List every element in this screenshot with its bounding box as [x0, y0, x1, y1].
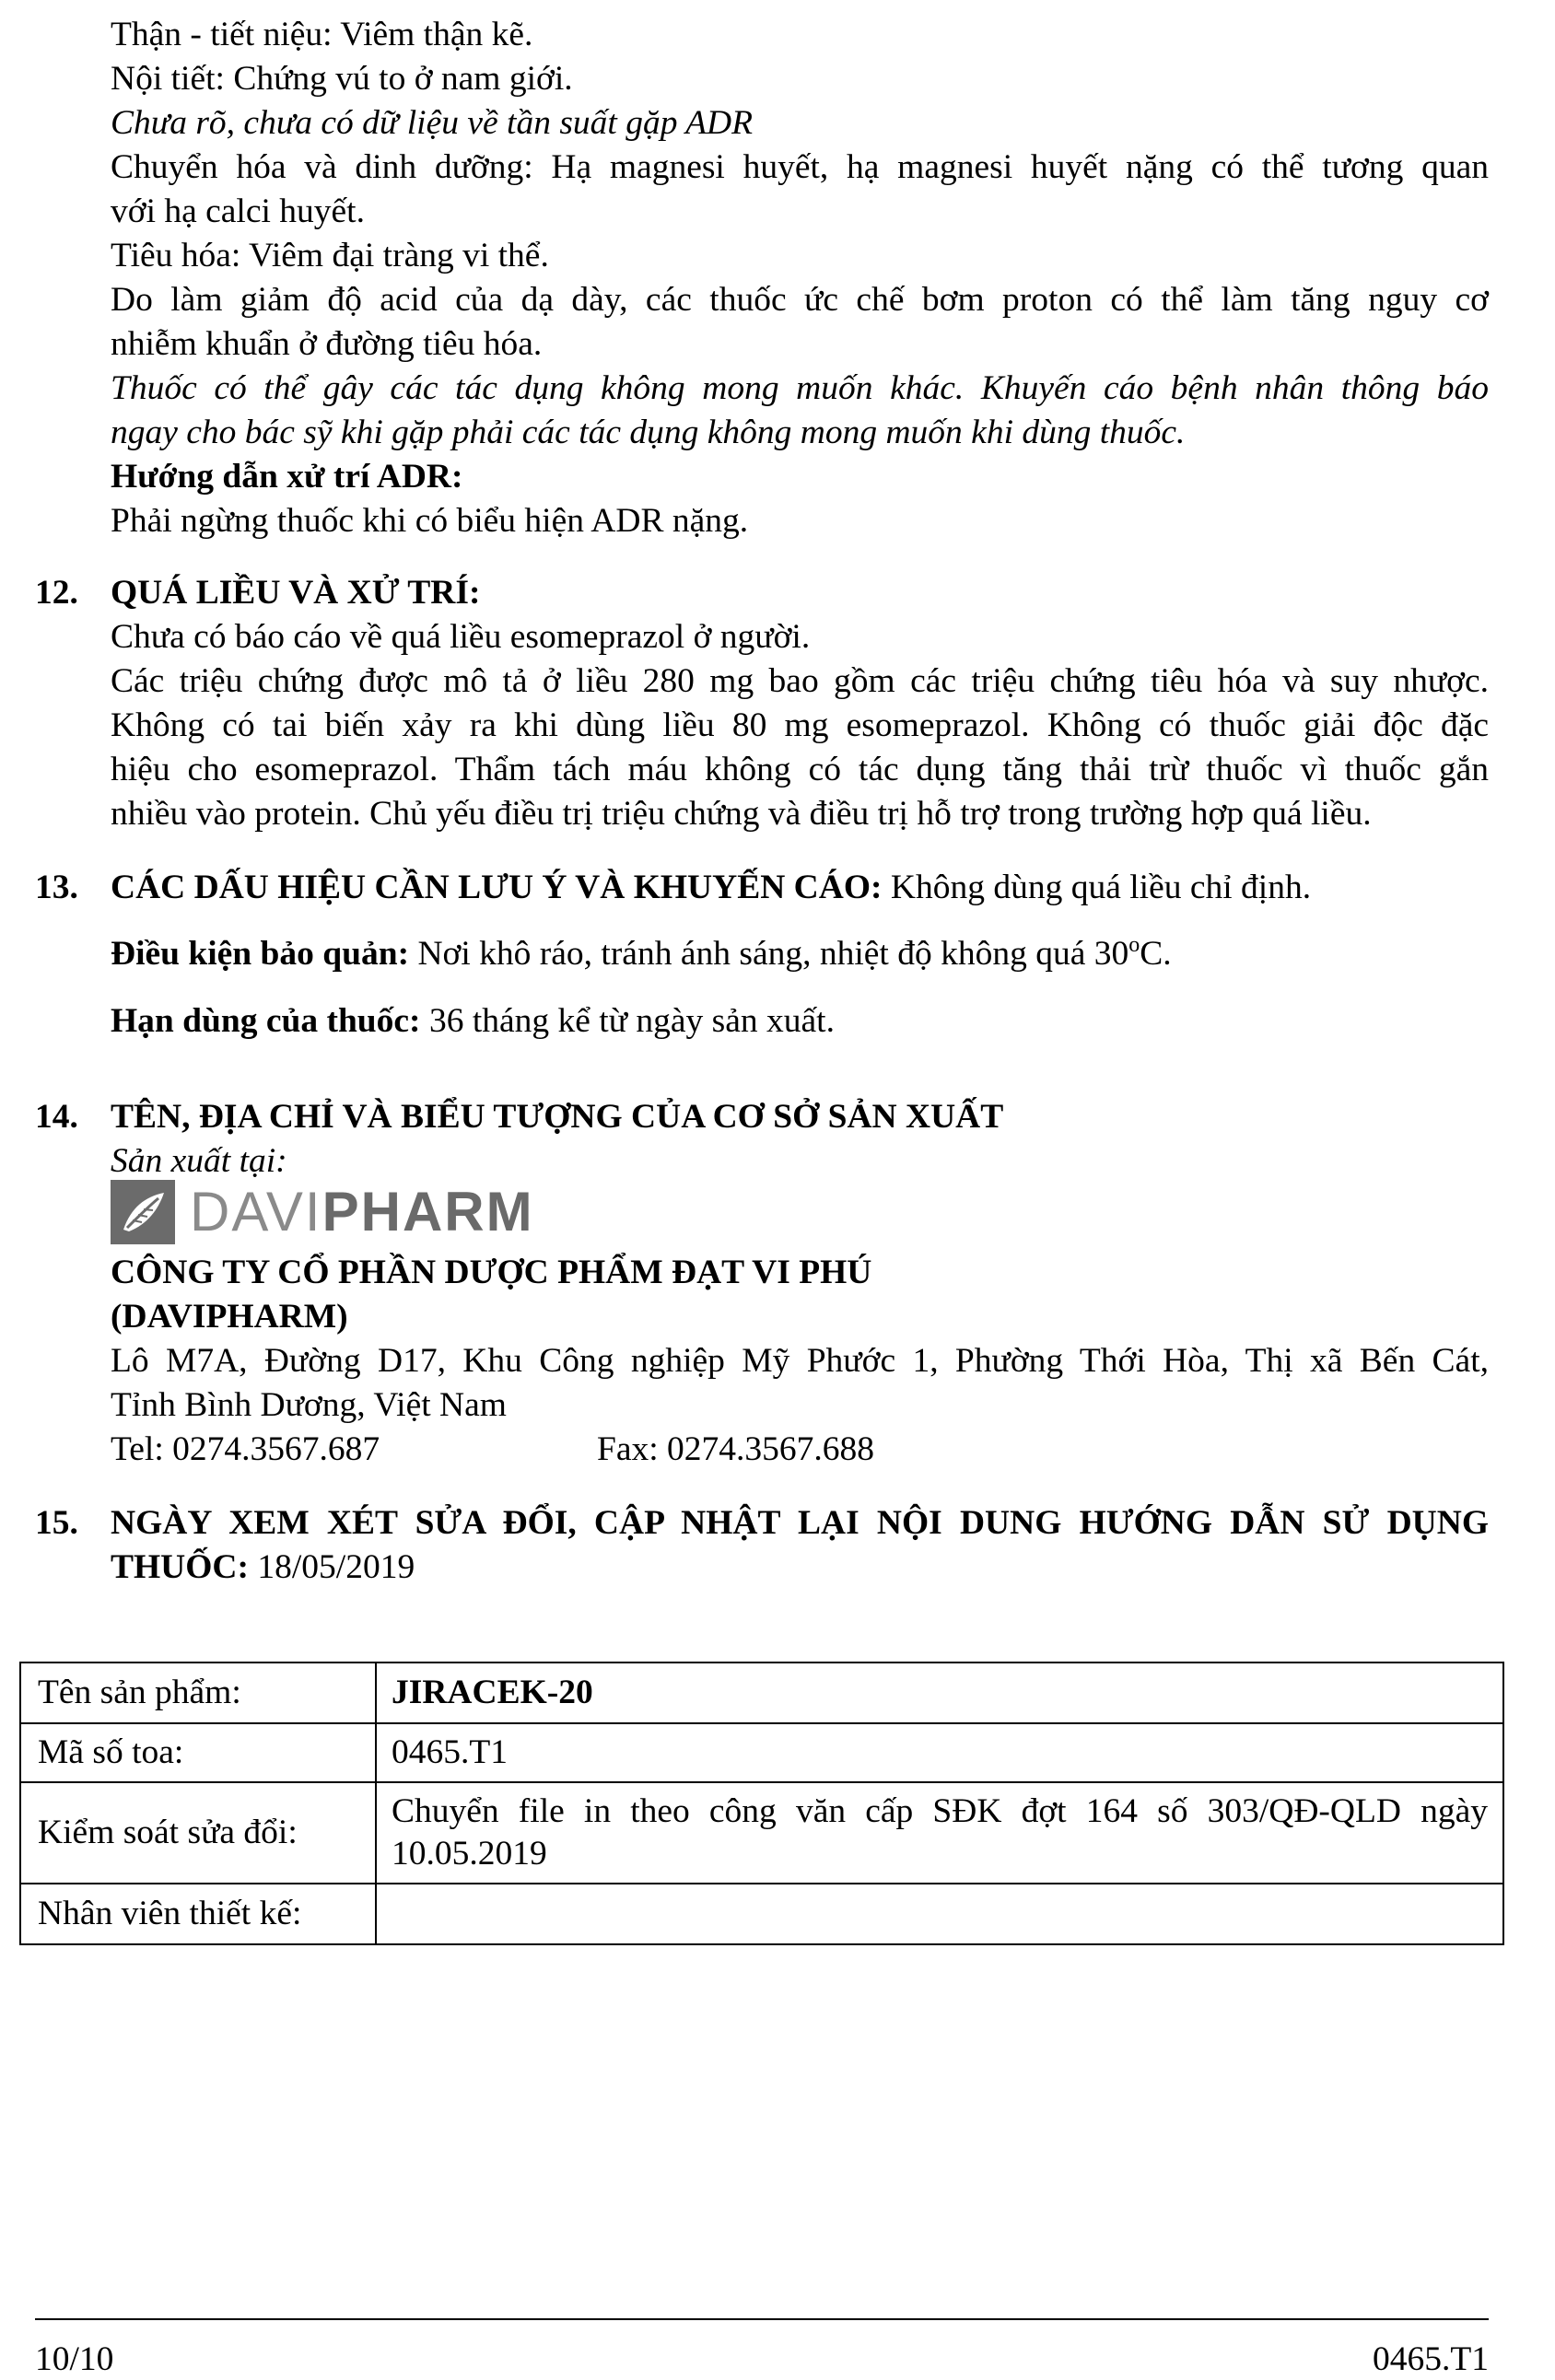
table-cell-label: Tên sản phẩm: [20, 1662, 376, 1723]
davipharm-leaf-icon [111, 1180, 175, 1244]
product-info-table [19, 1662, 1504, 1945]
section-12 [111, 571, 1489, 836]
section-number: 12. [35, 574, 78, 612]
text-line: Tiêu hóa: Viêm đại tràng vi thể. [111, 237, 549, 274]
shelf-life-label: Hạn dùng của thuốc: [111, 1002, 421, 1040]
address-line: Lô M7A, Đường D17, Khu Công nghiệp Mỹ Phước 1, Phường Thới Hòa, Thị xã Bến Cát, [111, 1342, 1489, 1380]
text-line: Thuốc có thể gây các tác dụng không mong muốn khác. Khuyến cáo bệnh nhân thông báo [111, 369, 1489, 407]
storage-text: Nơi khô ráo, tránh ánh sáng, nhiệt độ không quá 30 [409, 935, 1129, 973]
text-line: Thận - tiết niệu: Viêm thận kẽ. [111, 16, 533, 53]
section-text: Không dùng quá liều chỉ định. [882, 869, 1312, 906]
section-number: 13. [35, 869, 78, 906]
text-line [111, 866, 1489, 910]
table-row [20, 1723, 1503, 1782]
designer-value [376, 1884, 1503, 1944]
section-title-cont: THUỐC: [111, 1548, 249, 1586]
text-line [111, 1546, 1489, 1590]
table-cell-label: Mã số toa: [20, 1723, 376, 1782]
adr-continuation [111, 13, 1489, 543]
product-name: JIRACEK-20 [376, 1662, 1503, 1723]
text-line: hiệu cho esomeprazol. Thẩm tách máu không có tác dụng tăng thải trừ thuốc vì thuốc gắn [111, 751, 1489, 788]
company-name: CÔNG TY CỔ PHẦN DƯỢC PHẨM ĐẠT VI PHÚ [111, 1254, 872, 1291]
degree-sup: o [1128, 933, 1140, 957]
document-code: 0465.T1 [1372, 2340, 1489, 2378]
text-line: Do làm giảm độ acid của dạ dày, các thuốc ức chế bơm proton có thể làm tăng nguy cơ [111, 281, 1489, 319]
section-15 [111, 1501, 1489, 1590]
section-title: TÊN, ĐỊA CHỈ VÀ BIỂU TƯỢNG CỦA CƠ SỞ SẢN XUẤT [111, 1098, 1004, 1136]
table-row [20, 1782, 1503, 1884]
storage-conditions [111, 932, 1489, 976]
text-line: Không có tai biến xảy ra khi dùng liều 80 mg esomeprazol. Không có thuốc giải độc đặc [111, 706, 1489, 744]
text-line: Chưa có báo cáo về quá liều esomeprazol ở người. [111, 618, 811, 656]
shelf-life-text: 36 tháng kể từ ngày sản xuất. [420, 1002, 835, 1040]
text-line: nhiều vào protein. Chủ yếu điều trị triệu chứng và điều trị hỗ trợ trong trường hợp quá liều. [111, 795, 1372, 833]
table-cell-label: Nhân viên thiết kế: [20, 1884, 376, 1944]
revision-date: 18/05/2019 [249, 1548, 415, 1586]
company-short-name: (DAVIPHARM) [111, 1298, 348, 1336]
table-row [20, 1662, 1503, 1723]
revision-control [376, 1782, 1503, 1884]
text-line: Chưa rõ, chưa có dữ liệu về tần suất gặp ADR [111, 104, 754, 142]
table-cell-label: Kiểm soát sửa đổi: [20, 1782, 376, 1884]
text-line: ngay cho bác sỹ khi gặp phải các tác dụng không mong muốn khi dùng thuốc. [111, 414, 1186, 451]
text-line: Chuyển hóa và dinh dưỡng: Hạ magnesi huyết, hạ magnesi huyết nặng có thể tương quan [111, 148, 1489, 186]
section-13 [111, 866, 1489, 910]
contact-line [111, 1428, 1489, 1472]
logo-wordmark: DAVIPHARM [190, 1181, 534, 1242]
revision-text: Chuyển file in theo công văn cấp SĐK đợt 164 số 303/QĐ-QLD ngày [392, 1792, 1488, 1830]
section-title: CÁC DẤU HIỆU CẦN LƯU Ý VÀ KHUYẾN CÁO: [111, 869, 883, 906]
section-number: 14. [35, 1098, 78, 1136]
manufacturer-info [111, 1251, 1489, 1472]
footer-rule [35, 2318, 1489, 2320]
section-number: 15. [35, 1504, 78, 1542]
address-line: Tỉnh Bình Dương, Việt Nam [111, 1386, 507, 1424]
section-title: QUÁ LIỀU VÀ XỬ TRÍ: [111, 574, 481, 612]
text-line: nhiễm khuẩn ở đường tiêu hóa. [111, 325, 543, 363]
text-line: Các triệu chứng được mô tả ở liều 280 mg bao gồm các triệu chứng tiêu hóa và suy nhược. [111, 662, 1489, 700]
fax: Fax: 0274.3567.688 [597, 1430, 875, 1468]
page-number: 10/10 [35, 2340, 114, 2378]
shelf-life [111, 999, 1489, 1044]
storage-end: C. [1140, 935, 1172, 973]
text-line: Phải ngừng thuốc khi có biểu hiện ADR nặng. [111, 502, 749, 540]
tel: Tel: 0274.3567.687 [111, 1430, 380, 1468]
table-row [20, 1884, 1503, 1944]
adr-guidance-heading: Hướng dẫn xử trí ADR: [111, 458, 463, 496]
davipharm-logo [111, 1180, 599, 1244]
leaflet-code: 0465.T1 [376, 1723, 1503, 1782]
section-title: NGÀY XEM XÉT SỬA ĐỔI, CẬP NHẬT LẠI NỘI DUNG HƯỚNG DẪN SỬ DỤNG [111, 1504, 1489, 1542]
text-line: với hạ calci huyết. [111, 192, 365, 230]
section-14 [111, 1095, 1489, 1184]
revision-date-text: 10.05.2019 [392, 1835, 547, 1872]
storage-label: Điều kiện bảo quản: [111, 935, 410, 973]
text-line: Nội tiết: Chứng vú to ở nam giới. [111, 60, 573, 98]
made-at-label: Sản xuất tại: [111, 1142, 287, 1180]
